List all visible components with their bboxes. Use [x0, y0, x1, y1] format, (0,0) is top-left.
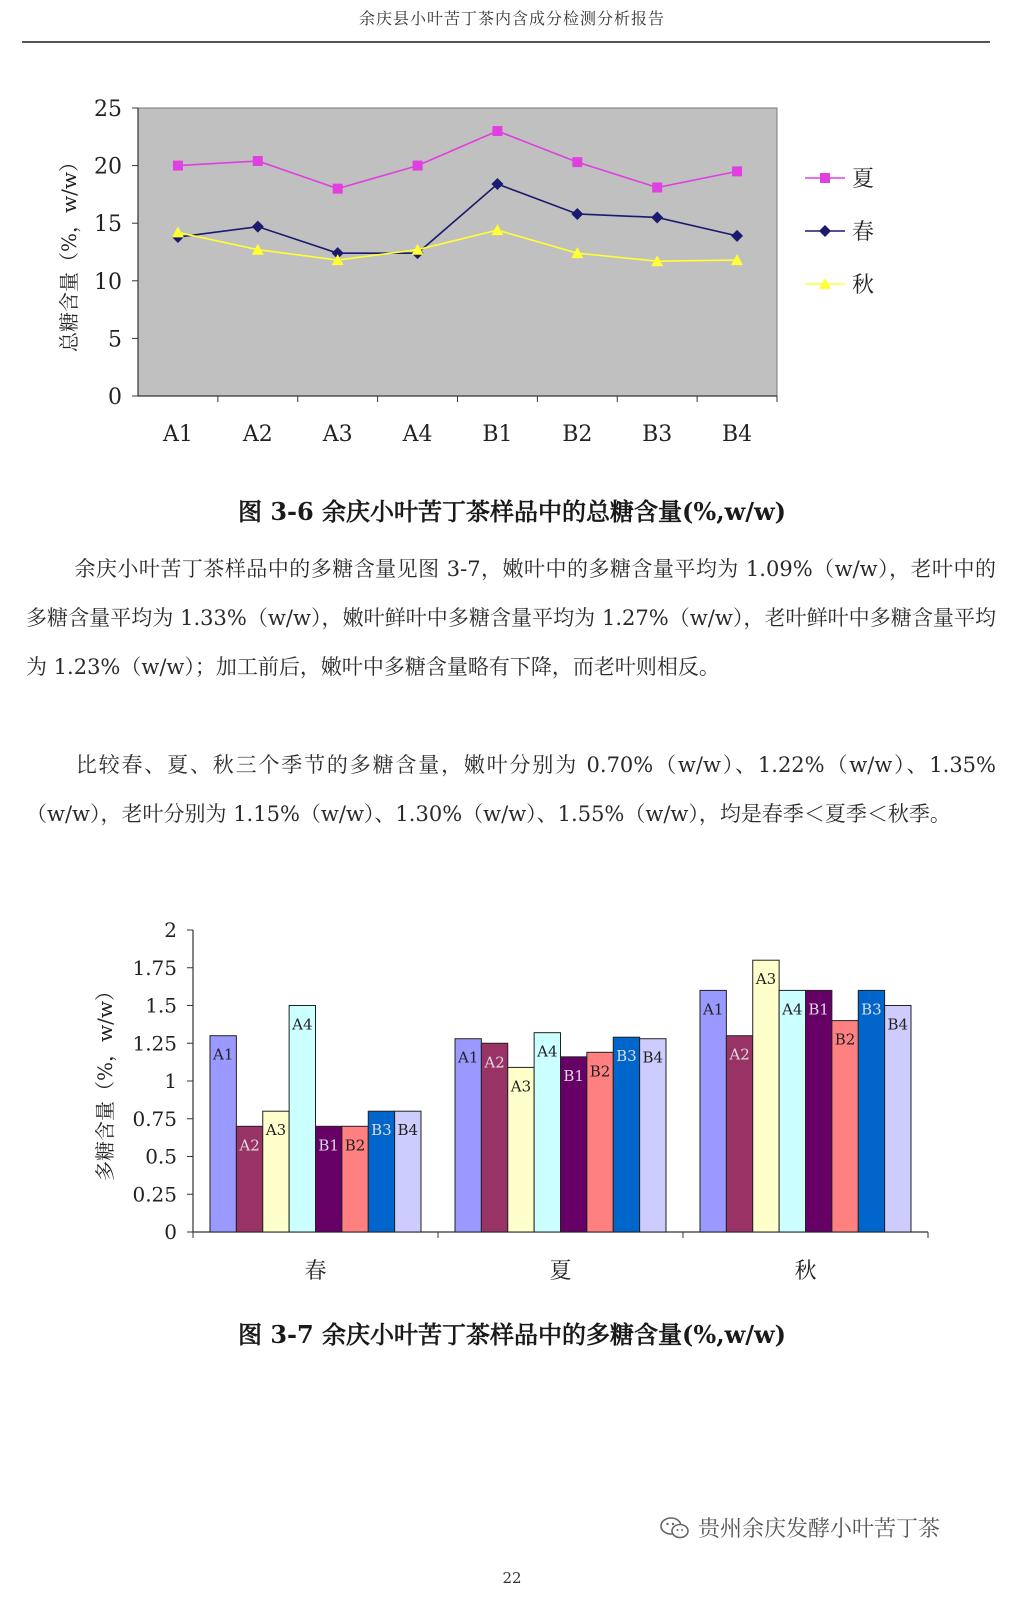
legend-label: 春 [852, 220, 875, 245]
y-tick-label: 2 [164, 918, 177, 942]
bar-label: A1 [457, 1048, 479, 1067]
y-tick-label: 0 [164, 1220, 177, 1244]
x-tick-label: A1 [162, 422, 193, 447]
total-sugar-line-chart [0, 88, 1024, 558]
bar [613, 1037, 639, 1232]
bar [726, 1036, 752, 1232]
data-point [652, 182, 662, 192]
bar-label: A4 [782, 1000, 803, 1019]
data-point [253, 156, 263, 166]
bar-label: A3 [755, 970, 777, 989]
paragraph-2 [26, 741, 996, 839]
y-tick-label: 0 [108, 385, 122, 410]
x-tick-label: B3 [642, 422, 673, 447]
bar-group-春 [210, 1006, 421, 1233]
bar [534, 1033, 560, 1232]
data-point [732, 166, 742, 176]
x-tick-label: 秋 [794, 1259, 817, 1284]
legend-marker [819, 225, 831, 237]
bar-label: A3 [265, 1121, 287, 1140]
bar-label: B1 [318, 1136, 339, 1155]
bar [832, 1021, 858, 1232]
y-tick-label: 20 [94, 154, 122, 180]
header-rule [22, 41, 990, 43]
data-point [413, 161, 423, 171]
y-tick-label: 5 [108, 327, 122, 353]
legend-marker [820, 173, 830, 183]
plot-area [138, 108, 777, 396]
bar-label: B3 [616, 1047, 637, 1066]
page-header: 余庆县小叶苦丁茶内含成分检测分析报告 [358, 9, 665, 28]
bar [640, 1039, 666, 1232]
bar-label: B4 [642, 1048, 664, 1067]
y-tick-label: 0.5 [145, 1144, 177, 1169]
bar [806, 990, 832, 1232]
paragraph-1 [26, 545, 996, 692]
data-point [173, 161, 183, 171]
data-point [572, 157, 582, 167]
watermark [660, 1512, 940, 1543]
bar [700, 990, 726, 1232]
x-tick-label: B2 [562, 422, 593, 447]
bar-label: A4 [292, 1015, 313, 1034]
paragraph-2-text: 比较春、夏、秋三个季节的多糖含量，嫩叶分别为 0.70%（w/w）、1.22%（w/w）、1.35%（w/w），老叶分别为 1.15%（w/w）、1.30%（w/w）、1.55%（w/w），均是春季＜夏季＜秋季。 [26, 753, 996, 826]
bar-label: B2 [589, 1062, 611, 1081]
x-tick-label: B4 [721, 422, 753, 447]
bar-label: A3 [510, 1077, 532, 1096]
figure-3-6-caption: 图 3-6 余庆小叶苦丁茶样品中的总糖含量(%,w/w) [237, 497, 787, 526]
bar [753, 960, 779, 1232]
bar [289, 1006, 315, 1233]
bar-label: B3 [861, 1000, 882, 1019]
page-number: 22 [502, 1569, 522, 1587]
bar-group-秋 [700, 960, 911, 1232]
data-point [333, 184, 343, 194]
x-tick-label: 夏 [549, 1259, 572, 1284]
bar [210, 1036, 236, 1232]
bar-label: A2 [729, 1045, 750, 1064]
legend-label: 秋 [852, 273, 875, 298]
bar [455, 1039, 481, 1232]
bar-label: B1 [563, 1066, 584, 1085]
bar-label: A4 [537, 1042, 558, 1061]
x-tick-label: 春 [304, 1259, 327, 1284]
y-tick-label: 10 [94, 269, 122, 295]
bar-label: B2 [344, 1136, 366, 1155]
legend-item [805, 273, 874, 298]
data-point [492, 126, 502, 136]
bar [779, 990, 805, 1232]
x-tick-label: A4 [402, 422, 433, 447]
legend-item [805, 167, 874, 192]
x-tick-label: A3 [322, 422, 353, 447]
wechat-icon [660, 1516, 690, 1540]
figure-3-7-caption: 图 3-7 余庆小叶苦丁茶样品中的多糖含量(%,w/w) [237, 1320, 787, 1349]
bar-label: A1 [702, 1000, 724, 1019]
x-tick-label: A2 [242, 422, 273, 447]
polysaccharide-bar-chart [0, 905, 1024, 1305]
y-tick-label: 1.25 [132, 1031, 177, 1056]
legend-label: 夏 [852, 167, 875, 192]
bar [885, 1006, 911, 1233]
y-tick-label: 1 [164, 1069, 177, 1093]
y-tick-label: 1.5 [145, 993, 177, 1018]
y-tick-label: 15 [94, 212, 122, 238]
y-tick-label: 25 [94, 97, 122, 122]
bar-label: B4 [887, 1015, 909, 1034]
y-tick-label: 0.25 [132, 1182, 177, 1207]
bar-label: A1 [212, 1045, 234, 1064]
bar-group-夏 [455, 1033, 666, 1232]
bar-label: A2 [484, 1053, 505, 1072]
bar-label: B2 [834, 1030, 856, 1049]
y-axis-title: 多糖含量（%，w/w） [93, 981, 117, 1181]
y-tick-label: 1.75 [132, 955, 177, 980]
watermark-text: 贵州余庆发酵小叶苦丁茶 [698, 1517, 941, 1542]
x-tick-label: B1 [482, 422, 513, 447]
bar-label: B4 [397, 1121, 419, 1140]
y-axis-title: 总糖含量（%，w/w） [57, 152, 81, 352]
bar [481, 1043, 507, 1232]
paragraph-1-text: 余庆小叶苦丁茶样品中的多糖含量见图 3-7，嫩叶中的多糖含量平均为 1.09%（w/w），老叶中的多糖含量平均为 1.33%（w/w），嫩叶鲜叶中多糖含量平均为 1.27%（w/w），老叶鲜叶中多糖含量平均为 1.23%（w/w）；加工前后，嫩叶中多糖含量略有下降，而老叶则相反。 [26, 557, 996, 679]
bar-label: B3 [371, 1121, 392, 1140]
legend-item [805, 220, 874, 245]
bar [858, 990, 884, 1232]
y-tick-label: 0.75 [132, 1106, 177, 1131]
bar-label: B1 [808, 1000, 829, 1019]
bar-label: A2 [239, 1136, 260, 1155]
